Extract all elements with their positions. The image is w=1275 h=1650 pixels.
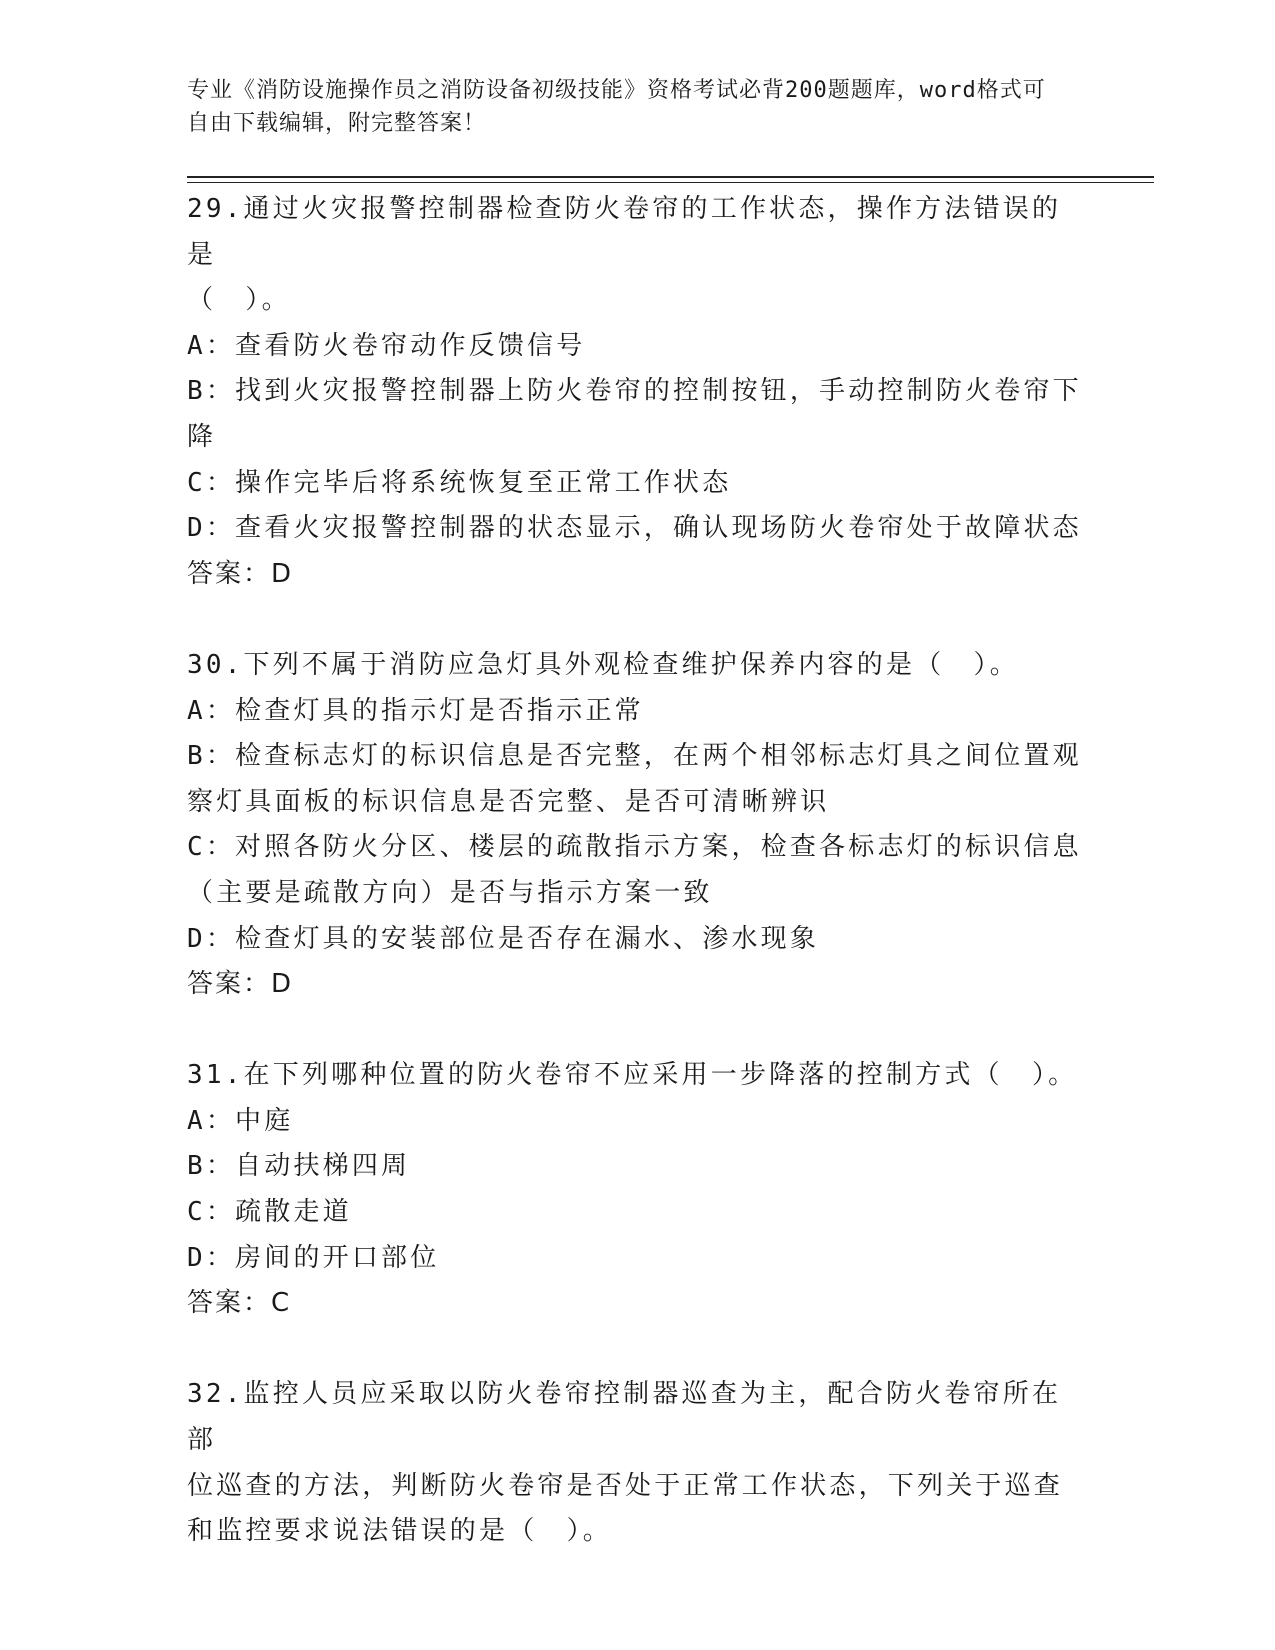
question-stem-line: 31.在下列哪种位置的防火卷帘不应采用一步降落的控制方式（ ）。 [187, 1060, 1078, 1091]
answer-line: 答案：D [187, 969, 294, 1000]
option-line: A：查看防火卷帘动作反馈信号 [187, 330, 586, 361]
question-stem-line: 位巡查的方法，判断防火卷帘是否处于正常工作状态，下列关于巡查 [187, 1470, 1064, 1501]
header-divider-thick [187, 176, 1154, 178]
answer-line: 答案：D [187, 558, 294, 589]
question-list [187, 187, 1087, 1600]
question-block [187, 187, 1087, 597]
option-line: 降 [187, 421, 217, 452]
question-stem-line: 29.通过火灾报警控制器检查防火卷帘的工作状态，操作方法错误的是 [187, 194, 1062, 270]
question-stem-line: （ ）。 [187, 285, 291, 316]
option-line: D：查看火灾报警控制器的状态显示，确认现场防火卷帘处于故障状态 [187, 513, 1082, 544]
question-block [187, 1053, 1087, 1327]
question-block [187, 643, 1087, 1008]
option-line: （主要是疏散方向）是否与指示方案一致 [187, 877, 713, 908]
document-header: 专业《消防设施操作员之消防设备初级技能》资格考试必背200题题库，word格式可自由下载编辑，附完整答案！ [187, 78, 1046, 136]
header-divider-thin [187, 182, 1154, 183]
option-line: B：检查标志灯的标识信息是否完整，在两个相邻标志灯具之间位置观 [187, 741, 1082, 772]
question-block [187, 1372, 1087, 1554]
question-stem-line: 32.监控人员应采取以防火卷帘控制器巡查为主，配合防火卷帘所在部 [187, 1379, 1062, 1456]
question-stem-line: 30.下列不属于消防应急灯具外观检查维护保养内容的是（ ）。 [187, 649, 1019, 680]
option-line: B：找到火灾报警控制器上防火卷帘的控制按钮，手动控制防火卷帘下 [187, 376, 1082, 407]
option-line: B：自动扶梯四周 [187, 1151, 411, 1182]
option-line: D：房间的开口部位 [187, 1242, 440, 1273]
question-stem-line: 和监控要求说法错误的是（ ）。 [187, 1516, 613, 1547]
option-line: D：检查灯具的安装部位是否存在漏水、渗水现象 [187, 923, 820, 954]
answer-line: 答案：C [187, 1288, 292, 1319]
option-line: 察灯具面板的标识信息是否完整、是否可清晰辨识 [187, 786, 830, 817]
option-line: C：对照各防火分区、楼层的疏散指示方案，检查各标志灯的标识信息 [187, 832, 1082, 863]
option-line: C：操作完毕后将系统恢复至正常工作状态 [187, 467, 732, 498]
option-line: A：中庭 [187, 1105, 294, 1136]
option-line: C：疏散走道 [187, 1197, 352, 1228]
option-line: A：检查灯具的指示灯是否指示正常 [187, 695, 644, 726]
